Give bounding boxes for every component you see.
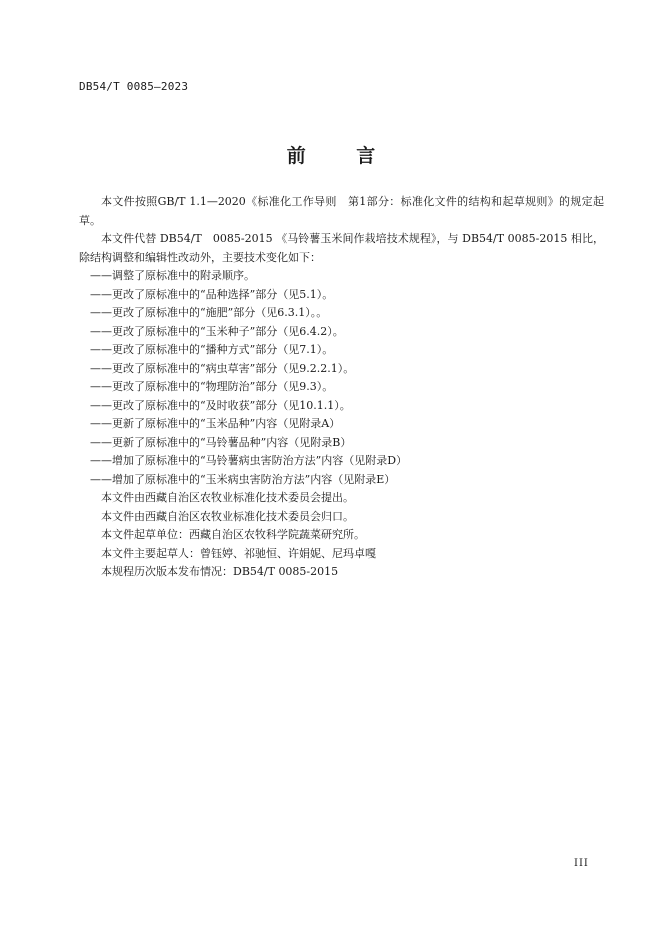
foreword-body	[79, 193, 604, 582]
document-code: DB54/T 0085—2023	[79, 80, 189, 93]
list-item: ——更改了原标准中的“品种选择”部分（见5.1）。	[90, 287, 334, 301]
list-item: ——更改了原标准中的“播种方式”部分（见7.1）。	[90, 343, 334, 356]
paragraph-proposer: 本文件由西藏自治区农牧业标准化技术委员会提出。	[101, 491, 354, 504]
paragraph-drafting-unit: 本文件起草单位：西藏自治区农牧科学院蔬菜研究所。	[101, 528, 365, 541]
list-item: ——更改了原标准中的“玉米种子”部分（见6.4.2）。	[90, 324, 344, 338]
list-item: ——更改了原标准中的“病虫草害”部分（见9.2.2.1）。	[90, 361, 355, 375]
list-item: ——更新了原标准中的“马铃薯品种”内容（见附录B）	[90, 435, 352, 449]
paragraph-drafters: 本文件主要起草人：曾钰婷、祁驰恒、许娟妮、尼玛卓嘎	[101, 546, 376, 560]
paragraph-version-history: 本规程历次版本发布情况：DB54/T 0085-2015	[101, 565, 339, 578]
list-item: ——更改了原标准中的“施肥”部分（见6.3.1）。。	[90, 306, 328, 319]
paragraph-administrator: 本文件由西藏自治区农牧业标准化技术委员会归口。	[101, 509, 354, 523]
page-title: 前 言	[286, 145, 398, 167]
list-item: ——更改了原标准中的“物理防治”部分（见9.3）。	[90, 380, 334, 393]
list-item: ——增加了原标准中的“马铃薯病虫害防治方法”内容（见附录D）	[90, 454, 408, 467]
list-item: ——调整了原标准中的附录顺序。	[90, 269, 255, 282]
list-item: ——增加了原标准中的“玉米病虫害防治方法”内容（见附录E）	[90, 472, 396, 486]
paragraph-drafting-basis: 本文件按照GB/T 1.1—2020《标准化工作导则 第1部分：标准化文件的结构和起草规则》的规定起草。	[79, 195, 604, 227]
page-number: III	[574, 858, 589, 869]
paragraph-replacement-note: 本文件代替 DB54/T 0085-2015 《马铃薯玉米间作栽培技术规程》，与 DB54/T 0085-2015 相比，除结构调整和编辑性改动外，主要技术变化如下：	[79, 232, 604, 264]
list-item: ——更新了原标准中的“玉米品种”内容（见附录A）	[90, 417, 341, 430]
list-item: ——更改了原标准中的“及时收获”部分（见10.1.1）。	[90, 398, 351, 412]
changes-list	[79, 267, 604, 489]
